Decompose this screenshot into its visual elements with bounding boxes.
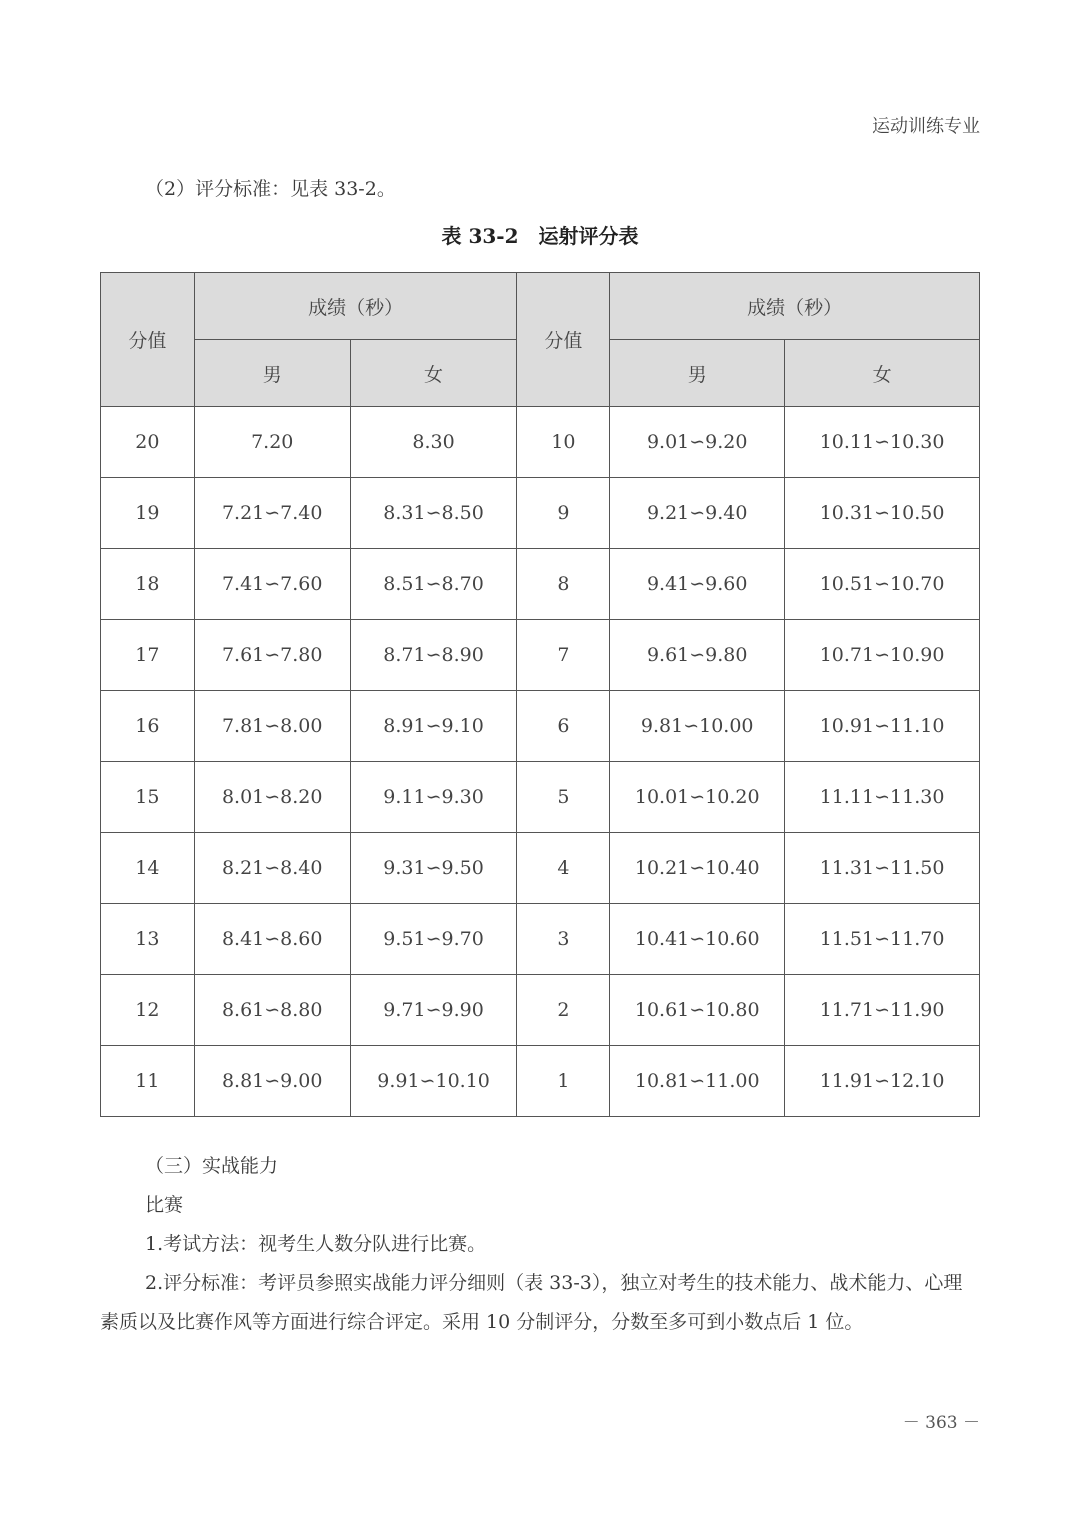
header-female-right: 女: [785, 340, 980, 407]
header-female-left: 女: [350, 340, 517, 407]
cell-score-left: 17: [101, 620, 195, 691]
cell-male-left: 8.01∽8.20: [194, 762, 350, 833]
cell-male-right: 9.21∽9.40: [610, 478, 785, 549]
cell-score-right: 5: [517, 762, 610, 833]
cell-male-right: 9.41∽9.60: [610, 549, 785, 620]
header-score-right: 分值: [517, 273, 610, 407]
cell-score-left: 18: [101, 549, 195, 620]
cell-score-right: 3: [517, 904, 610, 975]
cell-female-left: 9.71∽9.90: [350, 975, 517, 1046]
exam-method: 1.考试方法：视考生人数分队进行比赛。: [145, 1233, 487, 1255]
scoring-criteria: 2.评分标准：考评员参照实战能力评分细则（表 33-3），独立对考生的技术能力、战术能力、心理素质以及比赛作风等方面进行综合评定。采用 10 分制评分，分数至多可到小数点后 1 位。: [100, 1272, 963, 1333]
cell-male-right: 10.01∽10.20: [610, 762, 785, 833]
table-row: [101, 478, 980, 549]
cell-score-right: 7: [517, 620, 610, 691]
cell-female-right: 11.91∽12.10: [785, 1046, 980, 1117]
cell-score-left: 13: [101, 904, 195, 975]
cell-male-left: 8.21∽8.40: [194, 833, 350, 904]
table-caption: 表 33-2 运射评分表: [441, 224, 639, 248]
cell-female-right: 10.91∽11.10: [785, 691, 980, 762]
cell-male-right: 9.61∽9.80: [610, 620, 785, 691]
cell-male-left: 7.41∽7.60: [194, 549, 350, 620]
table-row: [101, 691, 980, 762]
cell-male-right: 9.81∽10.00: [610, 691, 785, 762]
page-number: － 363 －: [902, 1413, 980, 1433]
table-row: [101, 762, 980, 833]
cell-female-right: 11.51∽11.70: [785, 904, 980, 975]
cell-score-right: 10: [517, 407, 610, 478]
table-row: [101, 1046, 980, 1117]
cell-female-left: 8.30: [350, 407, 517, 478]
cell-female-right: 10.71∽10.90: [785, 620, 980, 691]
header-result-right: 成绩（秒）: [610, 273, 980, 340]
header-result-left: 成绩（秒）: [194, 273, 517, 340]
header-male-left: 男: [194, 340, 350, 407]
cell-female-right: 10.31∽10.50: [785, 478, 980, 549]
cell-score-left: 14: [101, 833, 195, 904]
cell-male-left: 8.81∽9.00: [194, 1046, 350, 1117]
intro-text: （2）评分标准：见表 33-2。: [145, 178, 396, 200]
cell-score-right: 2: [517, 975, 610, 1046]
cell-male-right: 10.61∽10.80: [610, 975, 785, 1046]
cell-male-left: 8.41∽8.60: [194, 904, 350, 975]
cell-female-left: 9.31∽9.50: [350, 833, 517, 904]
scoring-table: [100, 272, 980, 1117]
section-heading: （三）实战能力: [145, 1155, 279, 1177]
table-row: [101, 407, 980, 478]
cell-male-right: 10.21∽10.40: [610, 833, 785, 904]
cell-female-right: 11.11∽11.30: [785, 762, 980, 833]
cell-score-left: 12: [101, 975, 195, 1046]
table-row: [101, 975, 980, 1046]
table-row: [101, 620, 980, 691]
table-row: [101, 549, 980, 620]
cell-female-left: 9.91∽10.10: [350, 1046, 517, 1117]
cell-female-left: 8.91∽9.10: [350, 691, 517, 762]
cell-score-right: 9: [517, 478, 610, 549]
cell-male-left: 7.81∽8.00: [194, 691, 350, 762]
cell-score-left: 16: [101, 691, 195, 762]
cell-female-right: 11.31∽11.50: [785, 833, 980, 904]
cell-female-right: 10.11∽10.30: [785, 407, 980, 478]
cell-male-right: 10.81∽11.00: [610, 1046, 785, 1117]
cell-female-right: 10.51∽10.70: [785, 549, 980, 620]
cell-male-left: 7.61∽7.80: [194, 620, 350, 691]
cell-male-right: 10.41∽10.60: [610, 904, 785, 975]
cell-female-left: 8.71∽8.90: [350, 620, 517, 691]
section-subheading: 比赛: [145, 1194, 184, 1216]
header-male-right: 男: [610, 340, 785, 407]
cell-male-left: 7.21∽7.40: [194, 478, 350, 549]
cell-female-left: 8.31∽8.50: [350, 478, 517, 549]
cell-score-right: 1: [517, 1046, 610, 1117]
table-row: [101, 904, 980, 975]
cell-score-left: 20: [101, 407, 195, 478]
running-header: 运动训练专业: [872, 116, 980, 137]
cell-score-right: 4: [517, 833, 610, 904]
header-score-left: 分值: [101, 273, 195, 407]
cell-score-left: 19: [101, 478, 195, 549]
cell-female-right: 11.71∽11.90: [785, 975, 980, 1046]
cell-score-right: 6: [517, 691, 610, 762]
cell-male-right: 9.01∽9.20: [610, 407, 785, 478]
cell-female-left: 9.11∽9.30: [350, 762, 517, 833]
cell-score-left: 15: [101, 762, 195, 833]
cell-male-left: 8.61∽8.80: [194, 975, 350, 1046]
cell-female-left: 9.51∽9.70: [350, 904, 517, 975]
cell-score-left: 11: [101, 1046, 195, 1117]
table-row: [101, 833, 980, 904]
cell-score-right: 8: [517, 549, 610, 620]
cell-male-left: 7.20: [194, 407, 350, 478]
cell-female-left: 8.51∽8.70: [350, 549, 517, 620]
